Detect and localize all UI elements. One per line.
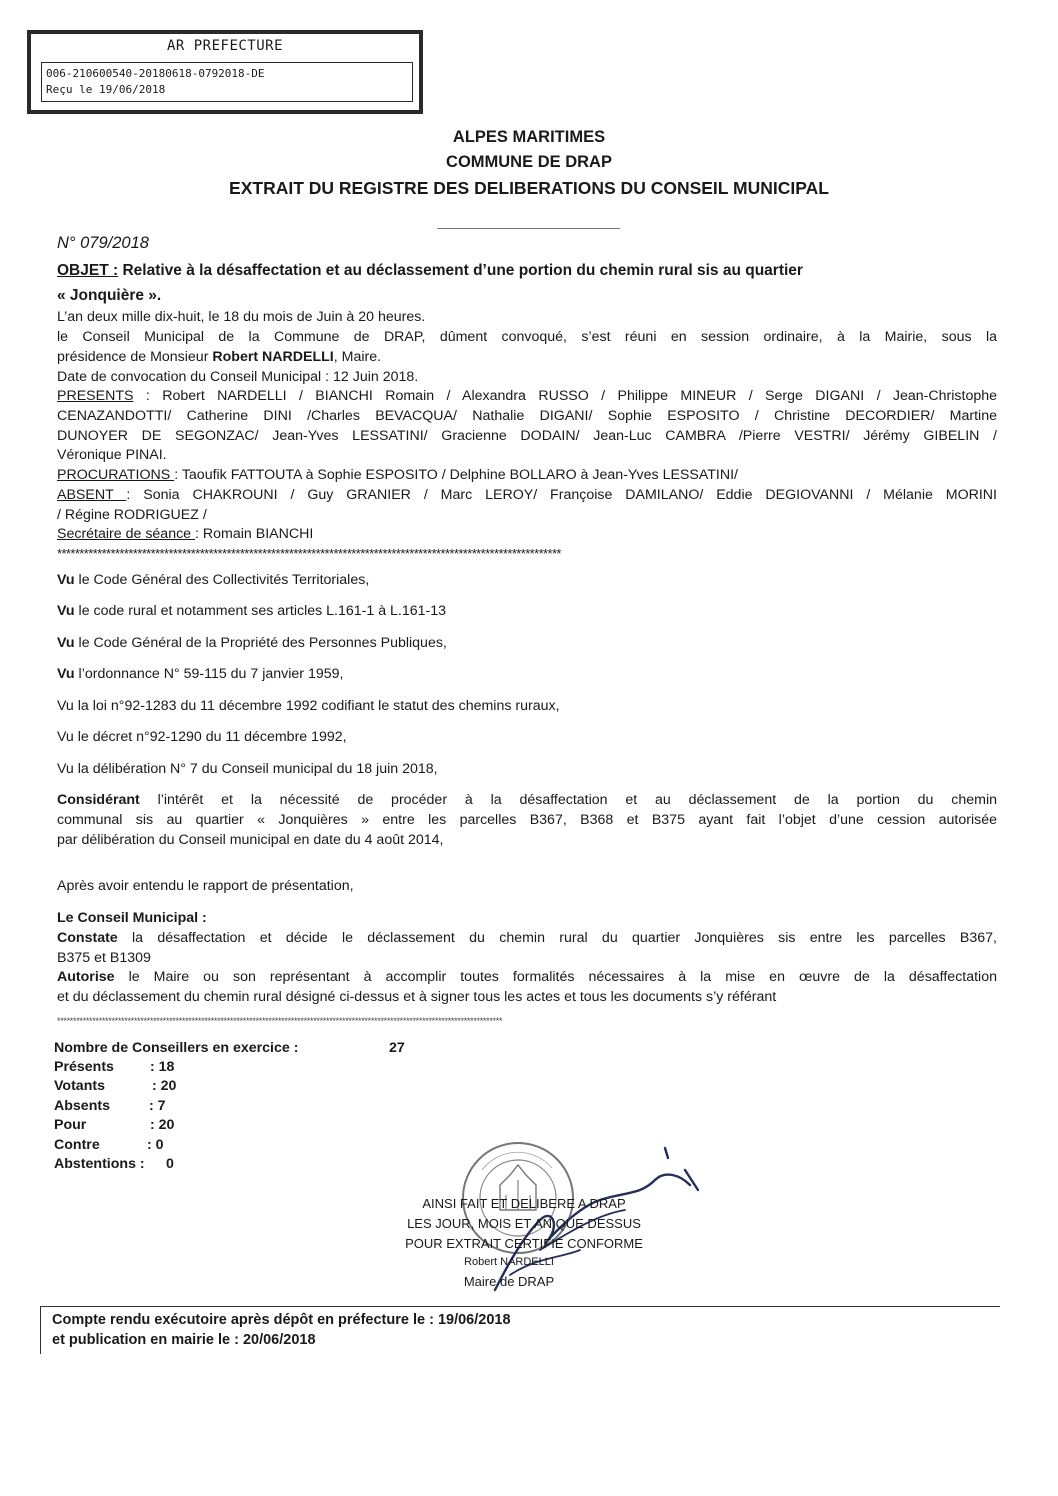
vote-votants-label: Votants [54, 1078, 105, 1094]
secretaire-text: : Romain BIANCHI [195, 526, 314, 542]
vote-pour-label: Pour [54, 1117, 87, 1133]
secretaire-label: Secrétaire de séance [57, 526, 196, 542]
autorise-line-1 [57, 969, 997, 985]
presents-text-1: : Robert NARDELLI / BIANCHI Romain / Alexandra RUSSO / Philippe MINEUR / Serge DIGANI / Jean-Christophe [133, 388, 997, 404]
footer-executoire: Compte rendu exécutoire après dépôt en préfecture le : 19/06/2018 [52, 1312, 511, 1328]
vu-3 [57, 635, 447, 651]
vu-2 [57, 603, 446, 619]
mayor-name: Robert NARDELLI [212, 349, 334, 365]
constate-line-1 [57, 930, 997, 946]
header-register-title: EXTRAIT DU REGISTRE DES DELIBERATIONS DU CONSEIL MUNICIPAL [229, 178, 829, 198]
vu-4 [57, 666, 343, 682]
vote-absents-value: : 7 [149, 1098, 166, 1114]
objet-text: Relative à la désaffectation et au déclassement d’une portion du chemin rural sis au quartier [118, 262, 803, 279]
secretaire-line [57, 526, 313, 542]
presents-line-4: Véronique PINAI. [57, 447, 167, 463]
separator-stars-1: ***************************************************************************************************************** [57, 546, 561, 561]
autorise-line-2: et du déclassement du chemin rural désigné ci-dessus et à signer tous les actes et tous les documents s’y référant [57, 989, 777, 1005]
stamp-inner-box [41, 62, 413, 102]
considerant-label: Considérant [57, 792, 140, 808]
constate-text-1: la désaffectation et décide le déclassement du chemin rural du quartier Jonquières sis entre les parcelles B367, [117, 930, 997, 946]
vu-5: Vu la loi n°92-1283 du 11 décembre 1992 codifiant le statut des chemins ruraux, [57, 698, 560, 714]
header-divider [437, 228, 620, 229]
vu-word: Vu [57, 635, 75, 651]
objet-text-2: « Jonquière ». [57, 287, 162, 304]
considerant-text-1: l’intérêt et la nécessité de procéder à la désaffectation et au déclassement de la portion du chemin [139, 792, 997, 808]
procurations-label: PROCURATIONS [57, 467, 175, 483]
vu-2-text: le code rural et notamment ses articles L.161-1 à L.161-13 [74, 603, 447, 619]
rapport-line: Après avoir entendu le rapport de présentation, [57, 878, 354, 894]
absent-label: ABSENT [57, 487, 127, 503]
vote-presents-value: : 18 [150, 1059, 175, 1075]
vu-1 [57, 572, 369, 588]
autorise-text-1: le Maire ou son représentant à accomplir toutes formalités nécessaires à la mise en œuvre de la désaffectation [114, 969, 997, 985]
objet-line [57, 262, 803, 280]
conseil-label: Le Conseil Municipal : [57, 910, 207, 926]
intro-date: L’an deux mille dix-huit, le 18 du mois de Juin à 20 heures. [57, 309, 426, 325]
vu-7: Vu la délibération N° 7 du Conseil municipal du 18 juin 2018, [57, 761, 438, 777]
autorise-label: Autorise [57, 969, 115, 985]
vote-pour-value: : 20 [150, 1117, 175, 1133]
vote-votants-value: : 20 [152, 1078, 177, 1094]
vu-6: Vu le décret n°92-1290 du 11 décembre 1992, [57, 729, 347, 745]
signature-line-3: POUR EXTRAIT CERTIFIE CONFORME [405, 1236, 643, 1251]
signature-line-4: Robert NARDELLI [464, 1256, 554, 1268]
vu-word: Vu [57, 572, 75, 588]
absent-line-2: / Régine RODRIGUEZ / [57, 507, 207, 523]
vu-3-text: le Code Général de la Propriété des Personnes Publiques, [74, 635, 447, 651]
procurations-line [57, 467, 738, 483]
stamp-received-date: Reçu le 19/06/2018 [46, 83, 166, 96]
ar-prefecture-stamp [27, 30, 423, 114]
vote-absents-label: Absents [54, 1098, 110, 1114]
absent-text-1: : Sonia CHAKROUNI / Guy GRANIER / Marc LEROY/ Françoise DAMILANO/ Eddie DEGIOVANNI / Mélanie MORINI [126, 487, 997, 503]
intro-presidence [57, 349, 381, 365]
signature-line-1: AINSI FAIT ET DELIBERE A DRAP [422, 1196, 626, 1211]
vote-contre-label: Contre [54, 1137, 100, 1153]
stamp-title: AR PREFECTURE [166, 38, 284, 54]
procurations-text: : Taoufik FATTOUTA à Sophie ESPOSITO / Delphine BOLLARO à Jean-Yves LESSATINI/ [174, 467, 738, 483]
intro-presidence-text: présidence de Monsieur [57, 349, 213, 365]
constate-line-2: B375 et B1309 [57, 950, 151, 966]
footer-publication: et publication en mairie le : 20/06/2018 [52, 1332, 316, 1348]
vote-contre-value: : 0 [147, 1137, 164, 1153]
vote-exercice-label: Nombre de Conseillers en exercice : [54, 1040, 299, 1056]
signature-line-5: Maire de DRAP [463, 1274, 555, 1289]
vote-exercice-value: 27 [389, 1040, 405, 1056]
considerant-line-3: par délibération du Conseil municipal en date du 4 août 2014, [57, 832, 444, 848]
vu-word: Vu [57, 603, 75, 619]
constate-label: Constate [57, 930, 118, 946]
considerant-line-2: communal sis au quartier « Jonquières » entre les parcelles B367, B368 et B375 ayant fait l’objet d’une cession autorisée [57, 812, 997, 828]
intro-presidence-suffix: , Maire. [333, 349, 382, 365]
presents-line-1 [57, 388, 997, 404]
header-department: ALPES MARITIMES [452, 128, 606, 146]
presents-line-3: DUNOYER DE SEGONZAC/ Jean-Yves LESSATINI/ Gracienne DODAIN/ Jean-Luc CAMBRA /Pierre VESTRI/ Jérémy GIBELIN / [57, 428, 997, 444]
objet-label: OBJET : [57, 262, 119, 279]
header-commune: COMMUNE DE DRAP [446, 153, 612, 171]
stamp-reference: 006-210600540-20180618-0792018-DE [46, 67, 265, 80]
vote-abstentions-label: Abstentions : [54, 1156, 145, 1172]
deliberation-number: N° 079/2018 [57, 234, 149, 252]
absent-line-1 [57, 487, 997, 503]
vote-presents-label: Présents [54, 1059, 114, 1075]
vu-1-text: le Code Général des Collectivités Territoriales, [74, 572, 370, 588]
signature-line-2: LES JOUR, MOIS ET AN QUE DESSUS [407, 1216, 641, 1231]
vu-word: Vu [57, 666, 75, 682]
intro-convocation: le Conseil Municipal de la Commune de DRAP, dûment convoqué, s’est réuni en session ordinaire, à la Mairie, sous la [57, 329, 997, 345]
presents-line-2: CENAZANDOTTI/ Catherine DINI /Charles BEVACQUA/ Nathalie DIGANI/ Sophie ESPOSITO / Christine DECORDIER/ Martine [57, 408, 997, 424]
presents-label: PRESENTS [57, 388, 134, 404]
vu-4-text: l’ordonnance N° 59-115 du 7 janvier 1959, [74, 666, 344, 682]
considerant-line-1 [57, 792, 997, 808]
vote-abstentions-value: 0 [166, 1156, 174, 1172]
separator-stars-2: ******************************************************************************************************************************************* [57, 1016, 503, 1026]
convocation-date: Date de convocation du Conseil Municipal : 12 Juin 2018. [57, 369, 419, 385]
